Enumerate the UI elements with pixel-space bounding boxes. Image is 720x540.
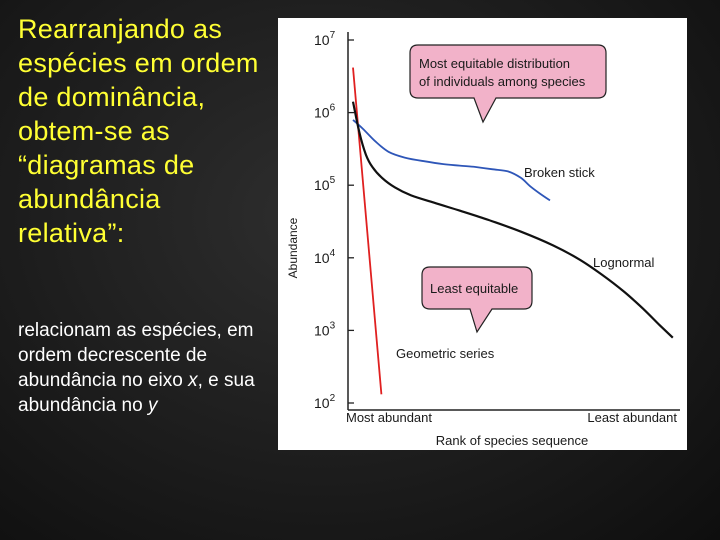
y-axis-label: Abundance <box>286 217 300 279</box>
series-label-lognormal: Lognormal <box>593 255 655 270</box>
y-tick-label: $10^5$ <box>314 175 336 194</box>
rank-abundance-chart <box>278 18 687 450</box>
callout-most-equitable-line1: Most equitable distribution <box>419 56 571 71</box>
y-tick-label: $10^6$ <box>314 102 336 121</box>
y-axis-term: y <box>147 395 158 416</box>
x-tick-label-most-abundant: Most abundant <box>346 410 433 425</box>
y-tick-label: $10^4$ <box>314 247 336 266</box>
rank-abundance-figure <box>278 18 687 450</box>
callout-most-equitable <box>410 45 606 122</box>
series-label-geometric: Geometric series <box>396 346 495 361</box>
callout-least-equitable-bubble <box>422 267 532 332</box>
body-text-part: relacionam as espécies, em ordem decrescente de abundância no eixo <box>18 320 254 391</box>
callout-least-equitable-text: Least equitable <box>430 281 519 296</box>
y-tick-label: $10^7$ <box>314 30 336 48</box>
y-tick-label: $10^3$ <box>314 320 336 339</box>
body-text-part: , e sua abundância no <box>18 370 255 416</box>
y-tick-label: $10^2$ <box>314 393 336 411</box>
x-axis-label: Rank of species sequence <box>435 433 589 448</box>
slide-title: Rearranjando as espécies em ordem de dominância, obtem-se as “diagramas de abundância relativa”: <box>18 14 259 248</box>
series-line-broken-stick <box>353 120 550 200</box>
slide-body-text <box>18 318 268 418</box>
x-tick-label-least-abundant: Least abundant <box>587 410 677 425</box>
callout-least-equitable <box>422 267 532 332</box>
series-line-geometric <box>353 68 381 395</box>
series-label-broken-stick: Broken stick <box>524 165 595 180</box>
callout-most-equitable-line2: of individuals among species <box>419 74 586 89</box>
x-axis-term: x <box>188 370 198 391</box>
